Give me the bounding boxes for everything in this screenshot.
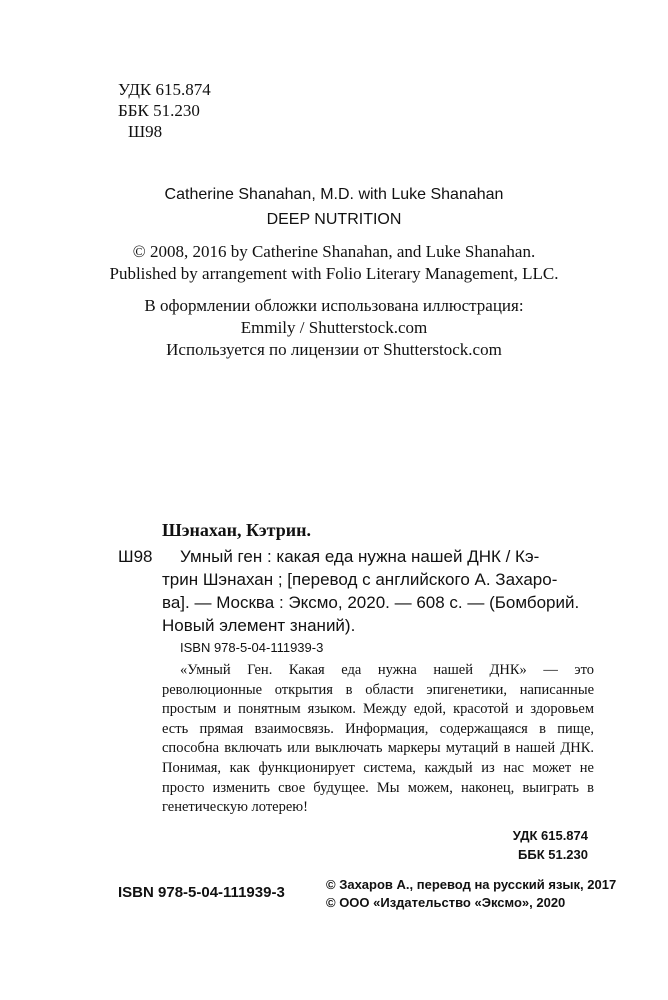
- footer-copyright-line: © Захаров А., перевод на русский язык, 2017: [326, 877, 617, 892]
- cover-credit-line: Emmily / Shutterstock.com: [240, 318, 428, 337]
- copyright-line: Published by arrangement with Folio Literary Management, LLC.: [109, 264, 559, 283]
- bbk-code-right: ББК 51.230: [518, 847, 588, 862]
- footer-isbn: ISBN 978-5-04-111939-3: [118, 884, 285, 901]
- udk-code-right: УДК 615.874: [512, 828, 588, 843]
- footer-copyright-line: © ООО «Издательство «Эксмо», 2020: [326, 895, 566, 910]
- udk-code: УДК 615.874: [118, 80, 211, 99]
- catalog-body-line: Умный ген : какая еда нужна нашей ДНК / Кэ-: [180, 547, 540, 566]
- catalog-body-line: трин Шэнахан ; [перевод с английского А. Захаро-: [162, 570, 558, 589]
- catalog-heading: Шэнахан, Кэтрин.: [162, 520, 311, 540]
- catalog-body-line: ва]. — Москва : Эксмо, 2020. — 608 с. — (Бомборий.: [162, 593, 580, 612]
- annotation-text: «Умный Ген. Какая еда нужна нашей ДНК» — это революционные открытия в области эпигенетики, написанные простым и понятным языком. Между едой, красотой и здоровьем есть прямая взаимосвязь. Информация, содержащаяся в пище, способна включать или выключать маркеры мутаций в нашей ДНК. Понимая, как функционирует система, каждый из нас может не просто изменить свое будущее. Мы можем, наконец, выиграть в генетическую лотерею!: [162, 662, 594, 816]
- original-authors: Catherine Shanahan, M.D. with Luke Shanahan: [164, 186, 504, 203]
- catalog-isbn: ISBN 978-5-04-111939-3: [180, 640, 324, 655]
- catalog-mark: Ш98: [118, 547, 153, 566]
- copyright-line: © 2008, 2016 by Catherine Shanahan, and Luke Shanahan.: [132, 242, 536, 261]
- catalog-body-line: Новый элемент знаний).: [162, 616, 356, 635]
- cover-credit-line: В оформлении обложки использована иллюстрация:: [144, 296, 524, 315]
- original-title: DEEP NUTRITION: [266, 211, 402, 228]
- author-mark: Ш98: [128, 122, 163, 141]
- bbk-code: ББК 51.230: [118, 101, 200, 120]
- cover-credit-line: Используется по лицензии от Shutterstock.com: [166, 340, 502, 359]
